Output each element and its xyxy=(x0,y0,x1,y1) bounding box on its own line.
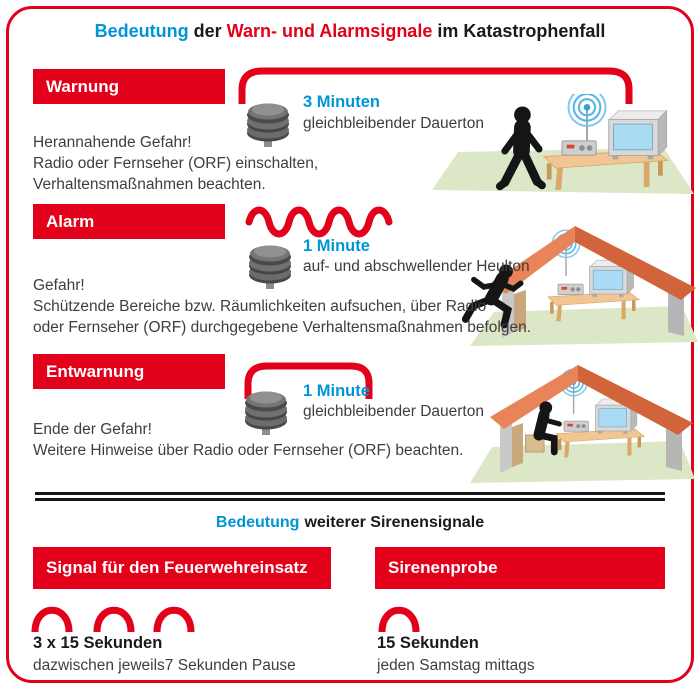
subtitle-tail: weiterer Sirenensignale xyxy=(304,514,485,531)
description-line: Schützende Bereiche bzw. Räumlichkeiten aufsuchen, über Radio xyxy=(33,298,487,315)
description-line: Ende der Gefahr! xyxy=(33,421,152,438)
warnung-illustration xyxy=(432,94,694,198)
section-label: Warnung xyxy=(46,76,120,96)
signal-label: Signal für den Feuerwehreinsatz xyxy=(46,558,308,577)
siren-icon xyxy=(243,97,293,149)
description-line: Gefahr! xyxy=(33,277,85,294)
arch-tone-icon xyxy=(377,596,421,632)
section-label: Alarm xyxy=(46,211,95,231)
arch-tone-icon xyxy=(152,596,196,632)
signal-duration: 3 Minuten xyxy=(303,93,380,111)
description-line: Radio oder Fernseher (ORF) einschalten, xyxy=(33,155,319,172)
signal-tone: gleichbleibender Dauerton xyxy=(303,403,484,420)
signal-note: dazwischen jeweils7 Sekunden Pause xyxy=(33,657,296,674)
signal-duration: 15 Sekunden xyxy=(377,634,479,652)
description-line: Verhaltensmaßnahmen beachten. xyxy=(33,176,266,193)
page-title xyxy=(0,21,700,42)
title-lead: Bedeutung xyxy=(94,21,189,41)
arch-tone-icon xyxy=(92,596,136,632)
double-rule-divider xyxy=(35,492,665,501)
title-mid: der xyxy=(193,21,222,41)
subsection-title xyxy=(0,514,700,532)
subtitle-lead: Bedeutung xyxy=(215,514,300,531)
description-line: oder Fernseher (ORF) durchgegebene Verhaltensmaßnahmen befolgen. xyxy=(33,319,532,336)
signal-box-feuerwehreinsatz xyxy=(33,547,331,589)
tv-icon xyxy=(609,111,667,159)
house-door xyxy=(512,423,523,467)
signal-label: Sirenenprobe xyxy=(388,558,498,577)
section-label: Entwarnung xyxy=(46,361,145,381)
description-line: Herannahende Gefahr! xyxy=(33,134,192,151)
siren-icon xyxy=(241,385,291,437)
signal-tone: gleichbleibender Dauerton xyxy=(303,115,484,132)
signal-note: jeden Samstag mittags xyxy=(377,657,535,674)
description-line: Weitere Hinweise über Radio oder Fernseher (ORF) beachten. xyxy=(33,442,464,459)
roof-left-slope xyxy=(490,365,578,429)
title-tail: im Katastrophenfall xyxy=(437,21,606,41)
radio-icon xyxy=(564,421,588,431)
section-header-entwarnung xyxy=(33,354,225,389)
arch-tone-icon xyxy=(30,596,74,632)
section-header-alarm xyxy=(33,204,225,239)
radio-icon xyxy=(562,141,596,155)
signal-box-sirenenprobe xyxy=(375,547,665,589)
signal-duration: 1 Minute xyxy=(303,237,370,255)
siren-icon xyxy=(245,239,295,291)
signal-duration: 3 x 15 Sekunden xyxy=(33,634,163,652)
title-highlight: Warn- und Alarmsignale xyxy=(226,21,433,41)
signal-tone: auf- und abschwellender Heulton xyxy=(303,258,530,275)
radio-icon xyxy=(558,284,583,295)
section-header-warnung xyxy=(33,69,225,104)
signal-duration: 1 Minute xyxy=(303,382,370,400)
entwarnung-illustration xyxy=(460,361,695,489)
